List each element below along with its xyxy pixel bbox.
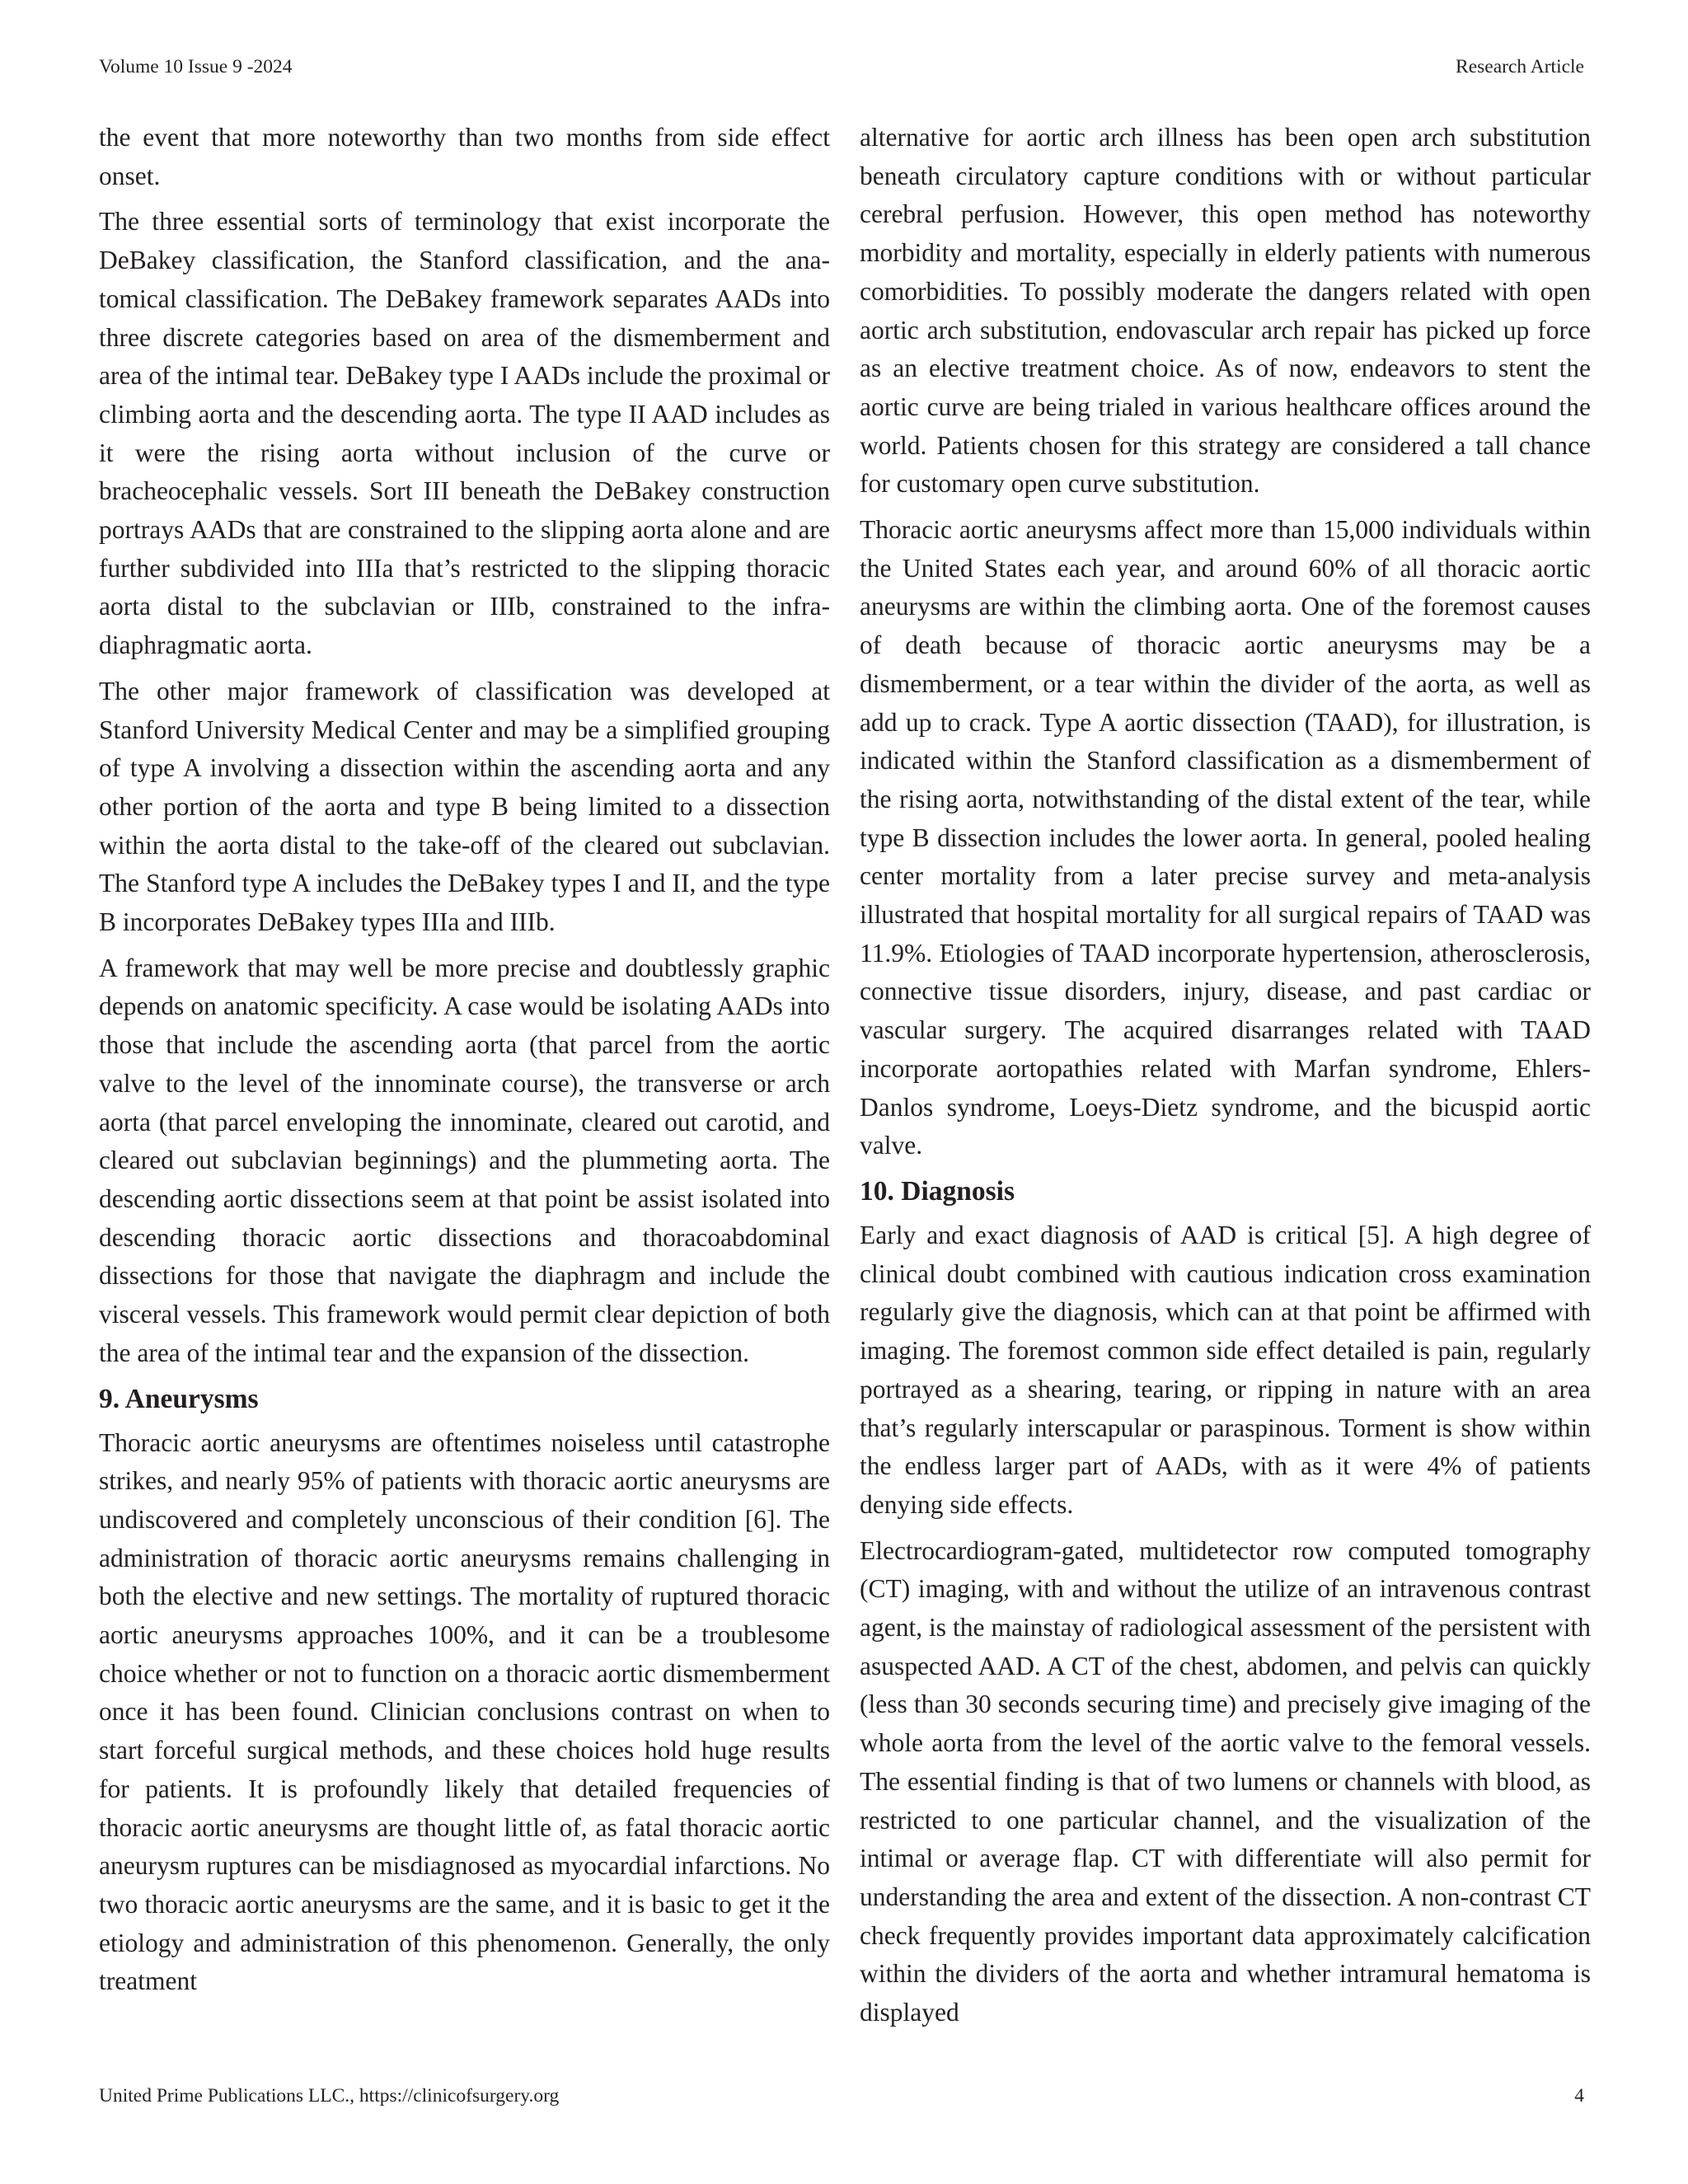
paragraph: Electrocardiogram-gated, multidetector row computed tomography (CT) imaging, with and without the utilize of an intravenous contrast agent, is the mainstay of radiological assessment of the persistent with asuspected AAD. A CT of the chest, abdomen, and pelvis can quickly (less than 30 seconds securing time) and precisely give imaging of the whole aorta from the level of the aortic valve to the femoral vessels. The essential finding is that of two lumens or channels with blood, as restricted to one particular channel, and the visualization of the intimal or average flap. CT with differentiate will also permit for understanding the area and extent of the dissection. A non-contrast CT check frequently provides important data approximately calcification within the dividers of the aorta and whether intramural hematoma is displayed <box>860 1535 1591 2027</box>
journal-volume: Volume 10 Issue 9 -2024 <box>99 56 293 77</box>
page-footer <box>99 2085 1584 2107</box>
section-heading-aneurysms: 9. Aneurysms <box>99 1383 259 1414</box>
left-column <box>99 119 830 2008</box>
paragraph: Thoracic aortic aneurysms are oftentimes noiseless until catastrophe strikes, and nearly 95% of patients with thoracic aortic aneurysms are undiscovered and completely unconscious of their condition [6]. The administration of thoracic aortic aneurysms remains challenging in both the elective and new settings. The mortality of ruptured thoracic aortic aneurysms approaches 100%, and it can be a troublesome choice whether or not to function on a thoracic aortic dismemberment once it has been found. Clinician conclusions contrast on when to start forceful surgical methods, and these choices hold huge results for patients. It is profoundly likely that detailed frequencies of thoracic aortic aneurysms are thought little of, as fatal thoracic aortic aneurysm ruptures can be misdiagnosed as myocardial infarctions. No two thoracic aortic aneurysms are the same, and it is basic to get it the etiology and administration of this phenomenon. Generally, the only treatment <box>99 1427 830 1996</box>
page-header <box>99 56 1584 78</box>
paragraph: alternative for aortic arch illness has been open arch substitution beneath circulatory capture conditions with or without particular cerebral perfusion. However, this open method has noteworthy morbidity and mortality, especially in elderly patients with numerous comorbidities. To possibly moderate the dangers related with open aortic arch substitution, endovascular arch repair has picked up force as an elective treatment choice. As of now, endeavors to stent the aortic curve are being trialed in various healthcare offices around the world. Patients chosen for this strategy are considered a tall chance for customary open curve substitution. <box>860 123 1591 499</box>
publisher-info: United Prime Publications LLC., https://clinicofsurgery.org <box>99 2085 560 2107</box>
section-heading-diagnosis: 10. Diagnosis <box>860 1175 1015 1207</box>
page-number: 4 <box>1574 2085 1584 2107</box>
paragraph: Early and exact diagnosis of AAD is critical [5]. A high degree of clinical doubt combined with cautious indication cross examination regularly give the diagnosis, which can at that point be affirmed with imaging. The foremost common side effect detailed is pain, regularly portrayed as a shearing, tearing, or ripping in nature with an area that’s regularly interscapular or paraspinous. Torment is show within the endless larger part of AADs, with as it were 4% of patients denying side effects. <box>860 1220 1591 1519</box>
paragraph: The three essential sorts of terminology that exist incorporate the DeBakey classification, the Stanford classification, and the anatomical classification. The DeBakey framework separates AADs into three discrete categories based on area of the dismemberment and area of the intimal tear. DeBakey type I AADs include the proximal or climbing aorta and the descending aorta. The type II AAD includes as it were the rising aorta without inclusion of the curve or bracheocephalic vessels. Sort III beneath the DeBakey construction portrays AADs that are constrained to the slipping aorta alone and are further subdivided into IIIa that’s restricted to the slipping thoracic aorta distal to the subclavian or IIIb, constrained to the infra-diaphragmatic aorta. <box>99 207 830 660</box>
article-type: Research Article <box>1456 56 1584 77</box>
paragraph: Thoracic aortic aneurysms affect more than 15,000 individuals within the United States each year, and around 60% of all thoracic aortic aneurysms are within the climbing aorta. One of the foremost causes of death because of thoracic aortic aneurysms may be a dismemberment, or a tear within the divider of the aorta, as well as add up to crack. Type A aortic dissection (TAAD), for illustration, is indicated within the Stanford classification as a dismemberment of the rising aorta, notwithstanding of the distal extent of the tear, while type B dissection includes the lower aorta. In general, pooled healing center mortality from a later precise survey and meta-analysis illustrated that hospital mortality for all surgical repairs of TAAD was 11.9%. Etiologies of TAAD incorporate hypertension, atherosclerosis, connective tissue disorders, injury, disease, and past cardiac or vascular surgery. The acquired disarranges related with TAAD incorporate aortopathies related with Marfan syndrome, Ehlers-Danlos syndrome, Loeys-Dietz syndrome, and the bicuspid aortic valve. <box>860 515 1591 1160</box>
paragraph: The other major framework of classification was developed at Stanford University Medical Center and may be a simplified grouping of type A involving a dissection within the ascending aorta and any other portion of the aorta and type B being limited to a dissection within the aorta distal to the take-off of the cleared out subclavian. The Stanford type A includes the DeBakey types I and II, and the type B incorporates DeBakey types IIIa and IIIb. <box>99 676 830 937</box>
paragraph: the event that more noteworthy than two months from side effect onset. <box>99 123 830 190</box>
right-column <box>860 119 1591 2040</box>
paragraph: A framework that may well be more precise and doubtlessly graphic depends on anatomic specificity. A case would be isolating AADs into those that include the ascending aorta (that parcel from the aortic valve to the level of the innominate course), the transverse or arch aorta (that parcel enveloping the innominate, cleared out carotid, and cleared out subclavian beginnings) and the plummeting aorta. The descending aortic dissections seem at that point be assist isolated into descending thoracic aortic dissections and thoracoabdominal dissections for those that navigate the diaphragm and include the visceral vessels. This framework would permit clear depiction of both the area of the intimal tear and the expansion of the dissection. <box>99 953 830 1367</box>
